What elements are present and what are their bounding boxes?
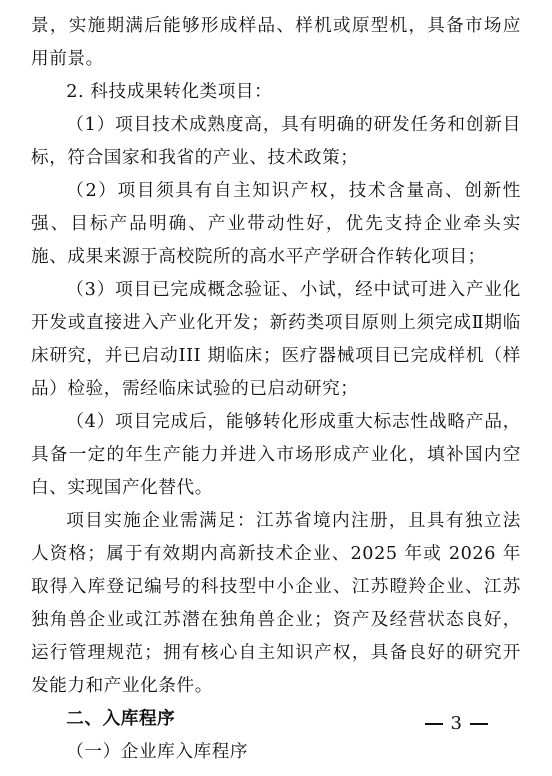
paragraph-enterprise-requirements: 项目实施企业需满足：江苏省境内注册，且具有独立法人资格；属于有效期内高新技术企业、2025 年或 2026 年取得入库登记编号的科技型中小企业、江苏瞪羚企业、江苏独角兽企业或江苏潜在独角兽企业；资产及经营状态良好，运行管理规范；拥有核心自主知识产权，具备良好的研究开发能力和产业化条件。 <box>31 511 521 696</box>
paragraph-sub-4: （4）项目完成后，能够转化形成重大标志性战略产品，具备一定的年生产能力并进入市场形成产业化，填补国内空白、实现国产化替代。 <box>31 412 521 498</box>
page-number: 3 <box>450 713 462 734</box>
page-footer <box>425 712 488 736</box>
paragraph-item-2: 2. 科技成果转化类项目： <box>66 82 273 102</box>
section-heading: 二、入库程序 <box>66 709 176 729</box>
document-page <box>31 10 521 769</box>
subsection-heading: （一）企业库入库程序 <box>66 742 249 762</box>
paragraph-sub-1: （1）项目技术成熟度高，具有明确的研发任务和创新目标，符合国家和我省的产业、技术政策； <box>31 115 521 168</box>
dash-left <box>425 723 443 725</box>
dash-right <box>470 723 488 725</box>
paragraph-continuation: 景，实施期满后能够形成样品、样机或原型机，具备市场应用前景。 <box>31 16 521 69</box>
paragraph-sub-3: （3）项目已完成概念验证、小试，经中试可进入产业化开发或直接进入产业化开发；新药类项目原则上须完成Ⅱ期临床研究，并已启动III 期临床；医疗器械项目已完成样机（样品）检验，需经临床试验的已启动研究； <box>31 280 521 399</box>
paragraph-sub-2: （2）项目须具有自主知识产权，技术含量高、创新性强、目标产品明确、产业带动性好，优先支持企业牵头实施、成果来源于高校院所的高水平产学研合作转化项目； <box>31 181 521 267</box>
